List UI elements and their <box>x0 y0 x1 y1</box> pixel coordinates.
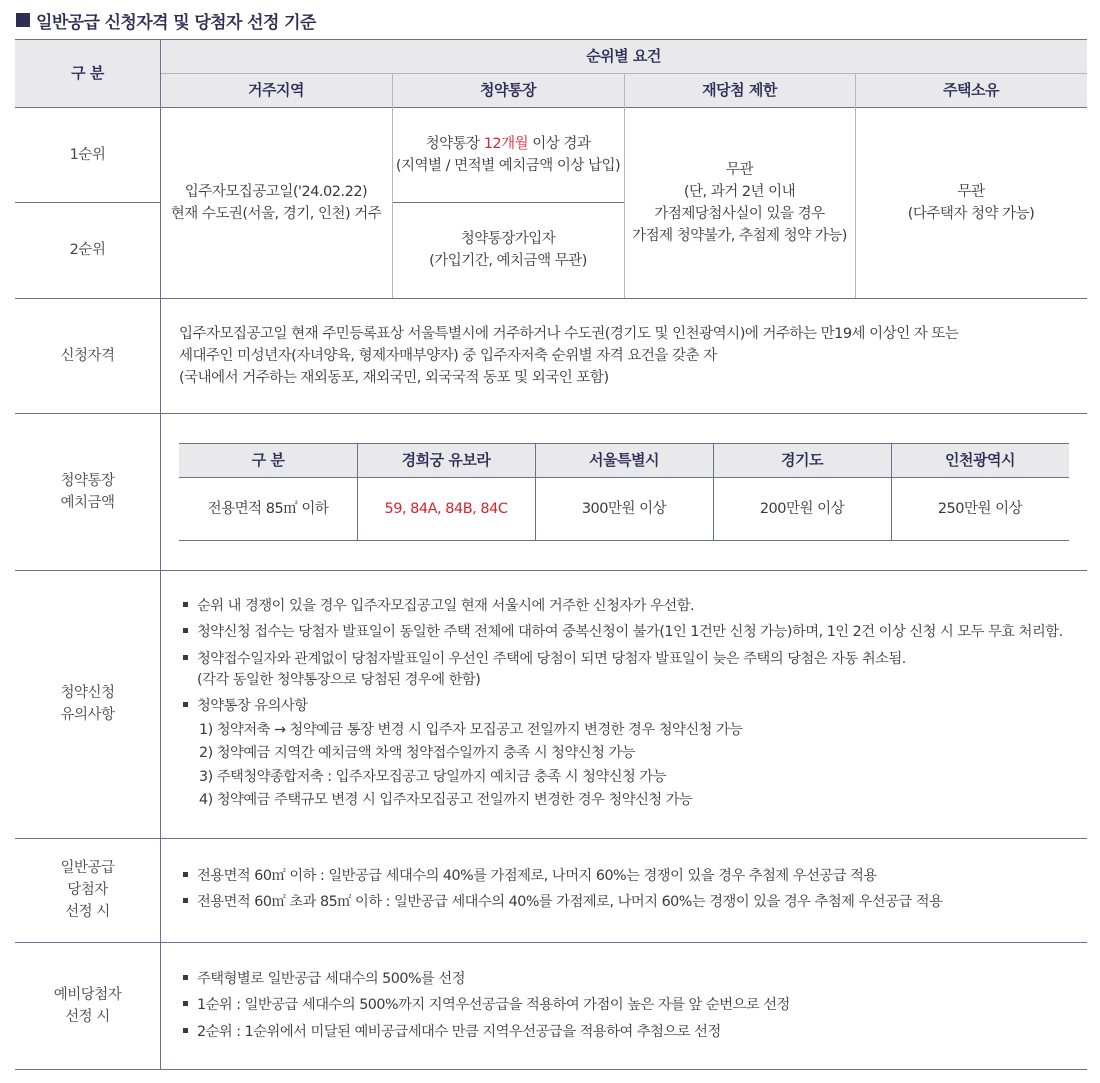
deposit-cell-area: 전용면적 85㎡ 이하 <box>207 500 329 517</box>
reserve-bullet-1 <box>183 968 465 990</box>
table-line-deposit-bottom <box>15 570 1087 571</box>
rank1-account-line2: (지역별 / 면적별 예치금액 이상 납입) <box>395 157 621 174</box>
reserve-bullet-1-text: 주택형별로 일반공급 세대수의 500%를 선정 <box>197 971 466 987</box>
notes-sub-3: 3) 주택청약종합저축 : 입주자모집공고 당일까지 예치금 충족 시 청약신청 가능 <box>199 769 667 785</box>
notes-label-line1: 청약신청 <box>60 685 115 701</box>
rank1-account-cell <box>392 107 624 202</box>
selection-bullet-1-text: 전용면적 60㎡ 이하 : 일반공급 세대수의 40%를 가점제로, 나머지 60%는 경쟁이 있을 경우 추첨제 우선공급 적용 <box>197 868 877 884</box>
deposit-cell-incheon: 250만원 이상 <box>937 500 1023 517</box>
notes-bullet-3-text: 청약접수일자와 관계없이 당첨자발표일이 우선인 주택에 당첨이 되면 당첨자 발표일이 늦은 주택의 당첨은 자동 취소됨. <box>197 651 906 667</box>
criteria-table <box>15 39 1087 1070</box>
notes-list <box>183 570 1078 838</box>
notes-bullet-1 <box>183 595 694 617</box>
table-vline-4 <box>855 73 856 298</box>
selection-bullet-1 <box>183 865 877 887</box>
bullet-square-icon <box>183 702 188 707</box>
notes-sub-4: 4) 청약예금 주택규모 변경 시 입주자모집공고 전일까지 변경한 경우 청약신청 가능 <box>199 792 693 808</box>
deposit-header-project: 경희궁 유보라 <box>357 443 535 477</box>
rank1-account-prefix: 청약통장 <box>425 135 484 152</box>
table-vline-2 <box>392 73 393 298</box>
deposit-line-top <box>179 443 1069 444</box>
table-line-top <box>15 39 1087 40</box>
header-rank-requirements: 순위별 요건 <box>160 39 1087 73</box>
bullet-square-icon <box>183 872 188 877</box>
qualification-line2: 세대주인 미성년자(자녀양육, 형제자매부양자) 중 입주자저축 순위별 자격 요건을 갖춘 자 <box>179 347 717 364</box>
bullet-square-icon <box>183 602 188 607</box>
notes-label-line2: 유의사항 <box>60 707 115 723</box>
notes-sub-2: 2) 청약예금 지역간 예치금액 차액 청약접수일까지 충족 시 청약신청 가능 <box>199 745 636 761</box>
notes-bullet-2 <box>183 621 1063 643</box>
table-line-selection-bottom <box>15 942 1087 943</box>
residence-line1: 입주자모집공고일('24.02.22) <box>184 183 368 200</box>
selection-label-line1: 일반공급 <box>60 860 115 876</box>
rewin-cell <box>624 107 855 298</box>
rewin-line3: 가점제당첨사실이 있을 경우 <box>654 205 825 222</box>
deposit-cell-gyeonggi: 200만원 이상 <box>759 500 845 517</box>
table-vline-3 <box>624 73 625 298</box>
notes-bullet-2-text: 청약신청 접수는 당첨자 발표일이 동일한 주택 전체에 대하여 중복신청이 불가(1인 1건만 신청 가능)하며, 1인 2건 이상 신청 시 모두 무효 처리함. <box>197 624 1063 640</box>
qualification-line1: 입주자모집공고일 현재 주민등록표상 서울특별시에 거주하거나 수도권(경기도 및 인천광역시)에 거주하는 만19세 이상인 자 또는 <box>179 325 959 342</box>
header-residence: 거주지역 <box>160 73 392 107</box>
header-ownership: 주택소유 <box>855 73 1087 107</box>
bullet-square-icon <box>183 898 188 903</box>
reserve-bullet-2-text: 1순위 : 일반공급 세대수의 500%까지 지역우선공급을 적용하여 가점이 높은 자를 앞 순번으로 선정 <box>197 997 790 1013</box>
residence-cell <box>160 107 392 298</box>
rank1-account-line1 <box>426 133 591 155</box>
deposit-label-line1: 청약통장 <box>60 472 115 489</box>
rank2-account-line2: (가입기간, 예치금액 무관) <box>429 253 587 269</box>
notes-bullet-3 <box>183 648 906 670</box>
deposit-line-bottom <box>179 540 1069 541</box>
deposit-header-seoul: 서울특별시 <box>535 443 713 477</box>
rank1-account-period: 12개월 <box>483 135 529 152</box>
reserve-label-line2: 선정 시 <box>65 1009 110 1025</box>
deposit-header-category: 구 분 <box>179 443 357 477</box>
table-line-rank-bottom <box>15 298 1087 299</box>
reserve-label-line1: 예비당첨자 <box>53 987 122 1003</box>
deposit-header-incheon: 인천광역시 <box>891 443 1069 477</box>
bullet-square-icon <box>183 655 188 660</box>
table-line-bottom <box>15 1069 1087 1070</box>
deposit-label <box>15 413 160 570</box>
deposit-vline-2 <box>535 443 536 540</box>
rank1-account-suffix: 이상 경과 <box>528 135 591 152</box>
notes-bullet-4-text: 청약통장 유의사항 <box>197 698 308 714</box>
reserve-bullet-3 <box>183 1021 721 1043</box>
notes-sub-1: 1) 청약저축 → 청약예금 통장 변경 시 입주자 모집공고 전일까지 변경한 경우 청약신청 가능 <box>199 722 743 738</box>
header-category: 구 분 <box>15 39 160 107</box>
ownership-line2: (다주택자 청약 가능) <box>907 205 1035 222</box>
rewin-line1: 무관 <box>725 161 753 178</box>
selection-list <box>183 838 1078 942</box>
qualification-label: 신청자격 <box>60 347 115 364</box>
header-rewin: 재당첨 제한 <box>624 73 855 107</box>
deposit-vline-4 <box>891 443 892 540</box>
table-line-header-bottom <box>15 107 1087 108</box>
deposit-label-line2: 예치금액 <box>60 494 115 511</box>
bullet-square-icon <box>183 1001 188 1006</box>
reserve-label <box>15 942 160 1070</box>
table-line-notes-bottom <box>15 838 1087 839</box>
table-vline-label <box>160 39 161 1070</box>
rank2-account-cell <box>392 202 624 298</box>
reserve-list <box>183 942 1078 1070</box>
notes-label <box>15 570 160 838</box>
page-title-text: 일반공급 신청자격 및 당첨자 선정 기준 <box>36 12 316 33</box>
table-line-rank-split-label <box>15 202 160 203</box>
selection-label-line2: 당첨자 <box>67 882 108 898</box>
selection-label-line3: 선정 시 <box>65 904 110 920</box>
header-account: 청약통장 <box>392 73 624 107</box>
ownership-cell <box>855 107 1087 298</box>
notes-bullet-4 <box>183 695 308 717</box>
rank2-account-line1: 청약통장가입자 <box>460 231 556 247</box>
title-square-icon <box>16 13 30 27</box>
deposit-cell-types: 59, 84A, 84B, 84C <box>384 500 508 517</box>
selection-bullet-2-text: 전용면적 60㎡ 초과 85㎡ 이하 : 일반공급 세대수의 40%를 가점제로, 나머지 60%는 경쟁이 있을 경우 추첨제 우선공급 적용 <box>197 894 943 910</box>
reserve-bullet-3-text: 2순위 : 1순위에서 미달된 예비공급세대수 만큼 지역우선공급을 적용하여 추첨으로 선정 <box>197 1024 721 1040</box>
selection-bullet-2 <box>183 891 942 913</box>
selection-label <box>15 838 160 942</box>
deposit-vline-3 <box>713 443 714 540</box>
notes-bullet-1-text: 순위 내 경쟁이 있을 경우 입주자모집공고일 현재 서울시에 거주한 신청자가 우선함. <box>197 598 695 614</box>
bullet-square-icon <box>183 1028 188 1033</box>
rank1-label: 1순위 <box>69 146 106 163</box>
table-line-rank-split-account <box>392 202 624 203</box>
rewin-line4: 가점제 청약불가, 추첨제 청약 가능) <box>632 227 847 244</box>
deposit-cell-seoul: 300만원 이상 <box>581 500 667 517</box>
deposit-header-gyeonggi: 경기도 <box>713 443 891 477</box>
ownership-line1: 무관 <box>957 183 985 200</box>
deposit-line-header <box>179 477 1069 478</box>
residence-line2: 현재 수도권(서울, 경기, 인천) 거주 <box>170 205 382 222</box>
qualification-content <box>179 298 1079 413</box>
qualification-line3: (국내에서 거주하는 재외동포, 재외국민, 외국국적 동포 및 외국인 포함) <box>179 369 609 386</box>
deposit-table <box>179 443 1069 540</box>
rewin-line2: (단, 과거 2년 이내 <box>683 183 796 200</box>
table-line-qualification-bottom <box>15 413 1087 414</box>
deposit-vline-1 <box>357 443 358 540</box>
bullet-square-icon <box>183 628 188 633</box>
page-title <box>16 8 316 32</box>
bullet-square-icon <box>183 975 188 980</box>
reserve-bullet-2 <box>183 994 790 1016</box>
notes-bullet-3-cont: (각각 동일한 청약통장으로 당첨된 경우에 한함) <box>197 672 481 688</box>
rank2-label: 2순위 <box>69 242 106 258</box>
